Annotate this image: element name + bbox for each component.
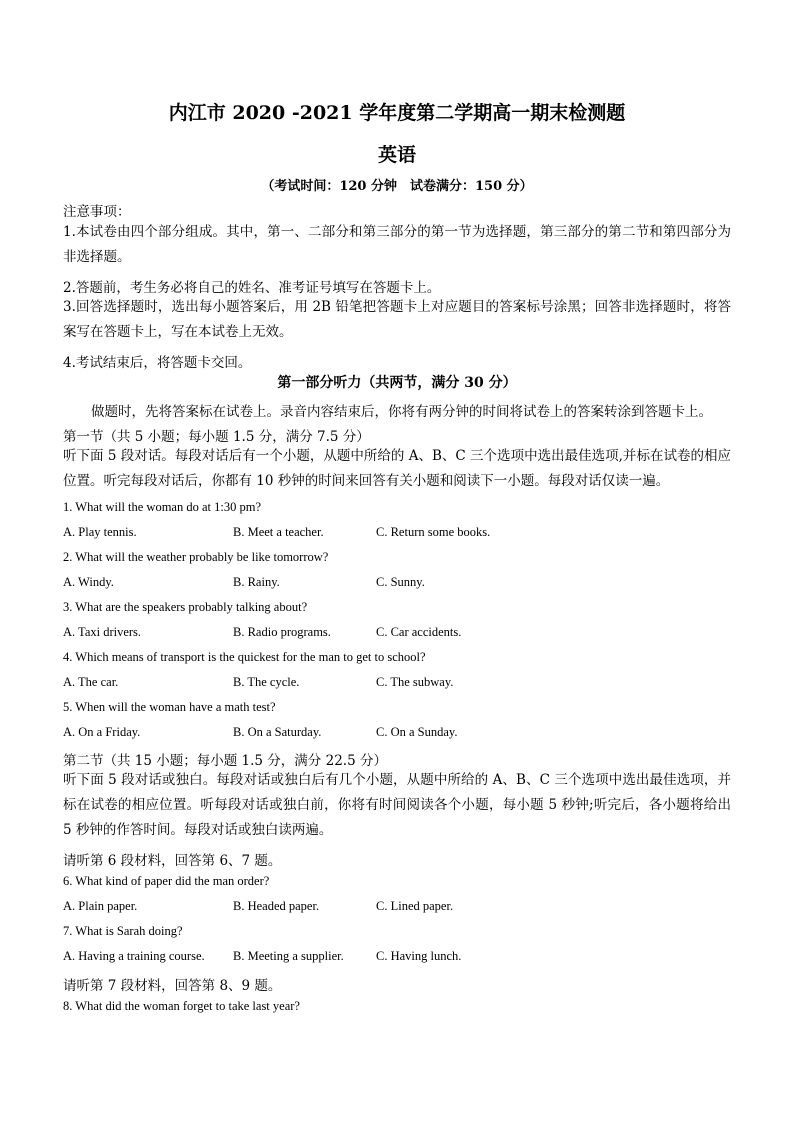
q3-option-b: B. Radio programs. bbox=[233, 625, 331, 639]
q7-option-c: C. Having lunch. bbox=[376, 949, 462, 963]
notes-item-1: 1.本试卷由四个部分组成。其中，第一、二部分和第三部分的第一节为选择题，第三部分的第二节和第四部分为非选择题。 bbox=[63, 224, 731, 265]
material-7-note: 请听第 7 段材料，回答第 8、9 题。 bbox=[63, 978, 282, 994]
question-4: 4. Which means of transport is the quickest for the man to get to school? bbox=[63, 650, 426, 664]
q5-option-a: A. On a Friday. bbox=[63, 725, 141, 739]
q4-option-c: C. The subway. bbox=[376, 675, 454, 689]
q2-option-c: C. Sunny. bbox=[376, 575, 425, 589]
notes-item-3: 3.回答选择题时，选出每小题答案后，用 2B 铅笔把答题卡上对应题目的答案标号涂黑；回答非选择题时，将答案写在答题卡上，写在本试卷上无效。 bbox=[63, 299, 731, 340]
q1-option-c: C. Return some books. bbox=[376, 525, 491, 539]
question-5: 5. When will the woman have a math test? bbox=[63, 700, 276, 714]
q5-option-b: B. On a Saturday. bbox=[233, 725, 322, 739]
section1-instructions: 听下面 5 段对话。每段对话后有一个小题，从题中所给的 A、B、C 三个选项中选出最佳选项,并标在试卷的相应位置。听完每段对话后，你都有 10 秒钟的时间来回答有关小题和阅读下一小题。每段对话仅读一遍。 bbox=[63, 448, 731, 489]
q3-option-c: C. Car accidents. bbox=[376, 625, 462, 639]
exam-subject: 英语 bbox=[377, 144, 416, 166]
q6-option-a: A. Plain paper. bbox=[63, 899, 138, 913]
part1-heading: 第一部分听力（共两节，满分 30 分） bbox=[277, 375, 517, 391]
notes-item-4: 4.考试结束后，将答题卡交回。 bbox=[63, 355, 252, 371]
q2-option-b: B. Rainy. bbox=[233, 575, 280, 589]
exam-meta: （考试时间：120 分钟 试卷满分：150 分） bbox=[261, 179, 533, 194]
q7-option-a: A. Having a training course. bbox=[63, 949, 205, 963]
question-6: 6. What kind of paper did the man order? bbox=[63, 874, 270, 888]
section2-heading: 第二节（共 15 小题；每小题 1.5 分，满分 22.5 分） bbox=[63, 753, 387, 769]
q6-option-b: B. Headed paper. bbox=[233, 899, 320, 913]
section2-instructions: 听下面 5 段对话或独白。每段对话或独白后有几个小题，从题中所给的 A、B、C 三个选项中选出最佳选项，并标在试卷的相应位置。听每段对话或独白前，你将有时间阅读各个小题，每小题 5 秒钟;听完后，各小题将给出 5 秒钟的作答时间。每段对话或独白读两遍。 bbox=[63, 772, 731, 838]
question-7: 7. What is Sarah doing? bbox=[63, 924, 183, 938]
q6-option-c: C. Lined paper. bbox=[376, 899, 454, 913]
q2-option-a: A. Windy. bbox=[63, 575, 114, 589]
question-2: 2. What will the weather probably be like tomorrow? bbox=[63, 550, 329, 564]
q4-option-a: A. The car. bbox=[63, 675, 119, 689]
q5-option-c: C. On a Sunday. bbox=[376, 725, 458, 739]
q1-option-b: B. Meet a teacher. bbox=[233, 525, 324, 539]
q1-option-a: A. Play tennis. bbox=[63, 525, 137, 539]
section1-heading: 第一节（共 5 小题；每小题 1.5 分，满分 7.5 分） bbox=[63, 429, 370, 445]
notes-heading: 注意事项： bbox=[63, 204, 131, 220]
q4-option-b: B. The cycle. bbox=[233, 675, 300, 689]
question-1: 1. What will the woman do at 1:30 pm? bbox=[63, 500, 261, 514]
part1-intro: 做题时，先将答案标在试卷上。录音内容结束后，你将有两分钟的时间将试卷上的答案转涂到答题卡上。 bbox=[91, 404, 712, 420]
q7-option-b: B. Meeting a supplier. bbox=[233, 949, 344, 963]
question-8: 8. What did the woman forget to take last year? bbox=[63, 999, 300, 1013]
exam-title: 内江市 2020 -2021 学年度第二学期高一期末检测题 bbox=[168, 102, 626, 124]
q3-option-a: A. Taxi drivers. bbox=[63, 625, 142, 639]
material-6-note: 请听第 6 段材料，回答第 6、7 题。 bbox=[63, 853, 282, 869]
notes-item-2: 2.答题前，考生务必将自己的姓名、准考证号填写在答题卡上。 bbox=[63, 280, 441, 296]
question-3: 3. What are the speakers probably talking about? bbox=[63, 600, 308, 614]
